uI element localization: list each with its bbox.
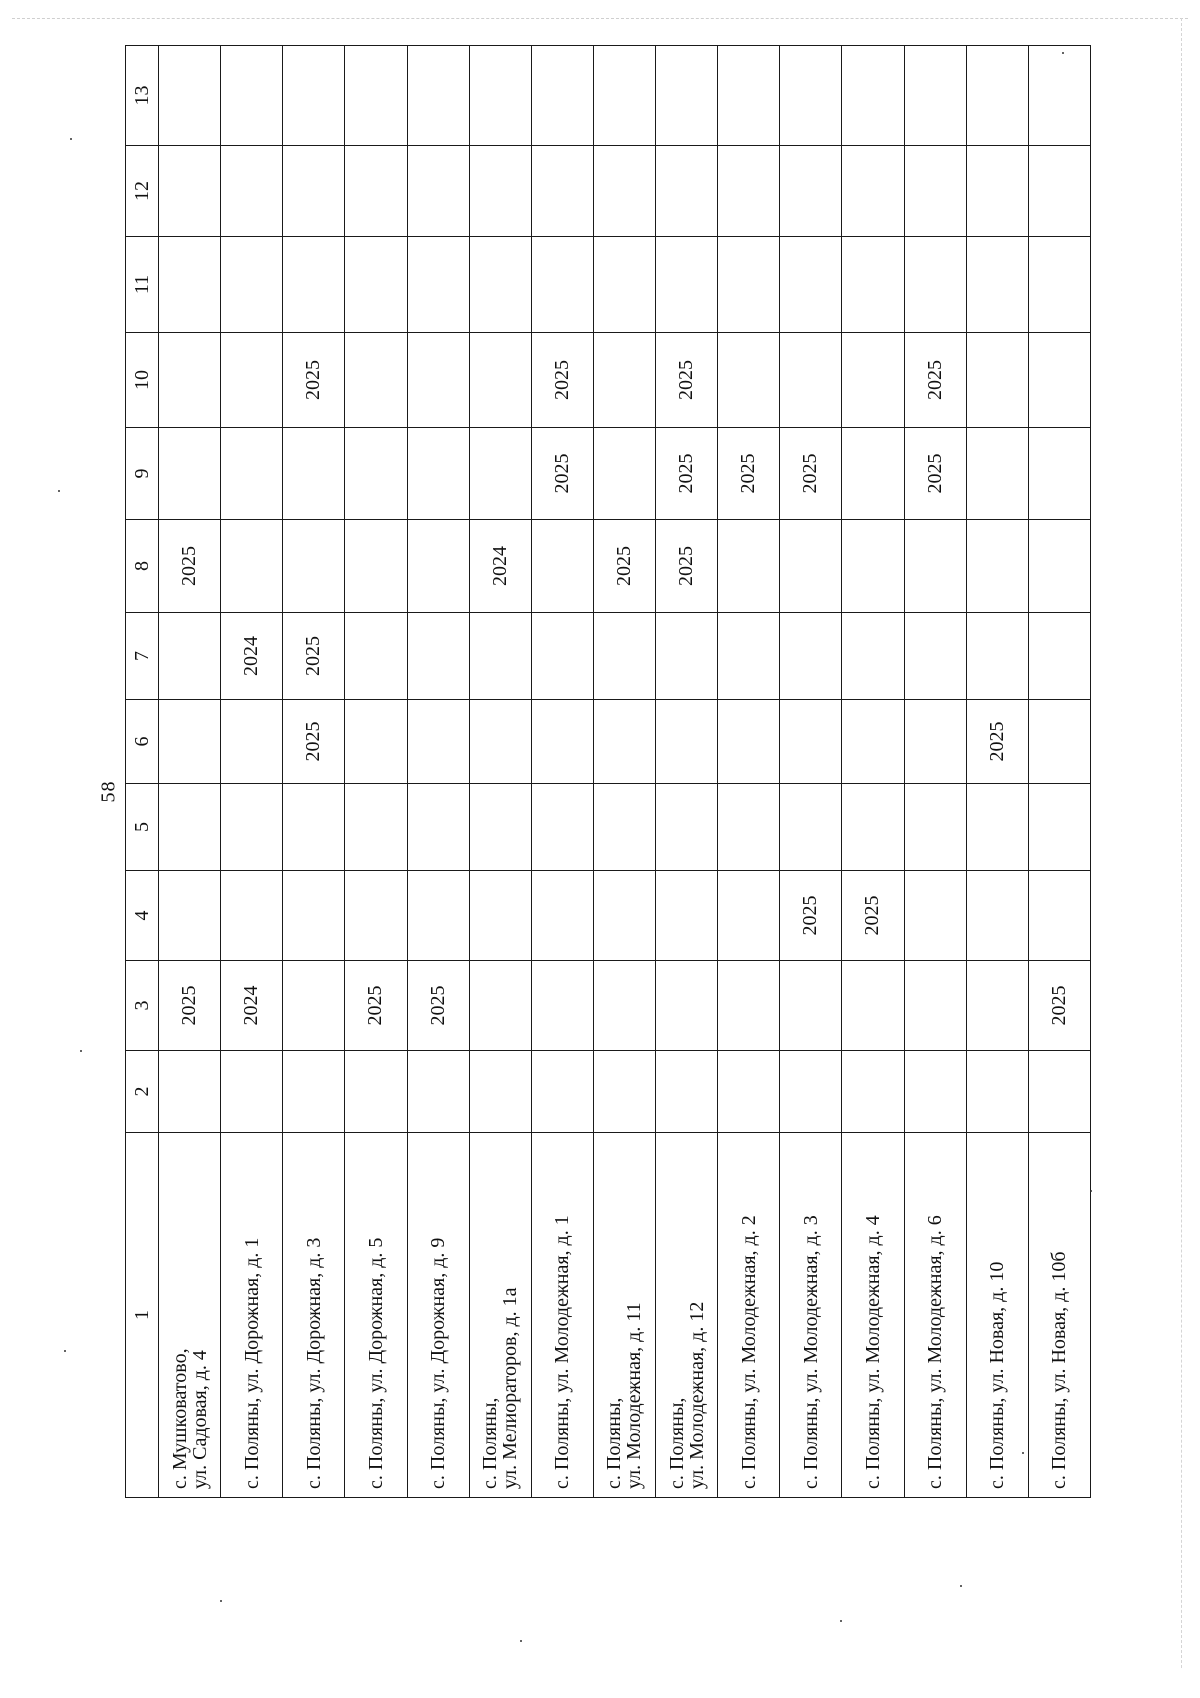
scan-speck — [1022, 1452, 1024, 1454]
address-cell — [283, 1133, 345, 1498]
page-number: 58 — [97, 780, 120, 803]
address-line: с. Поляны, ул. Новая, д. 10 — [986, 1261, 1009, 1489]
year-cell — [842, 961, 904, 1051]
year-cell — [1028, 46, 1090, 146]
year-cell — [842, 784, 904, 871]
year-cell — [407, 700, 469, 784]
table-row — [718, 46, 780, 1498]
year-cell — [593, 700, 655, 784]
year-cell — [780, 700, 842, 784]
year-cell — [283, 871, 345, 961]
address-line: с. Поляны, ул. Новая, д. 10б — [1048, 1251, 1071, 1489]
year-cell — [345, 613, 407, 700]
address-line: с. Поляны, ул. Молодежная, д. 2 — [737, 1215, 760, 1489]
schedule-table — [125, 45, 1091, 1498]
year-cell: 2025 — [656, 520, 718, 613]
year-cell — [780, 46, 842, 146]
address-line: ул. Молодежная, д. 11 — [623, 1302, 646, 1489]
year-cell — [531, 237, 593, 333]
address-line: с. Поляны, — [665, 1397, 688, 1489]
column-header: 8 — [126, 520, 159, 613]
year-cell — [469, 613, 531, 700]
year-cell — [221, 784, 283, 871]
column-header: 11 — [126, 237, 159, 333]
year-cell — [718, 871, 780, 961]
table-row — [1028, 46, 1090, 1498]
table-row — [842, 46, 904, 1498]
year-cell — [1028, 333, 1090, 428]
year-cell — [593, 46, 655, 146]
year-cell — [718, 784, 780, 871]
year-cell — [904, 46, 966, 146]
year-cell: 2025 — [531, 333, 593, 428]
year-cell — [593, 428, 655, 520]
column-header: 12 — [126, 146, 159, 237]
year-cell — [780, 520, 842, 613]
table-row — [780, 46, 842, 1498]
year-cell — [531, 613, 593, 700]
year-cell — [345, 520, 407, 613]
year-cell — [345, 146, 407, 237]
column-header: 4 — [126, 871, 159, 961]
year-cell — [345, 1051, 407, 1133]
year-cell — [407, 520, 469, 613]
column-header: 1 — [126, 1133, 159, 1498]
year-cell — [221, 871, 283, 961]
address-cell — [718, 1133, 780, 1498]
year-cell — [1028, 520, 1090, 613]
year-cell — [842, 146, 904, 237]
address-cell — [159, 1133, 221, 1498]
table-header-row — [126, 46, 159, 1498]
year-cell — [718, 333, 780, 428]
year-cell — [283, 520, 345, 613]
year-cell: 2025 — [1028, 961, 1090, 1051]
scan-speck — [64, 1350, 66, 1352]
year-cell — [656, 146, 718, 237]
year-cell — [345, 333, 407, 428]
year-cell — [531, 46, 593, 146]
year-cell: 2025 — [593, 520, 655, 613]
year-cell — [159, 428, 221, 520]
year-cell — [656, 46, 718, 146]
address-cell — [780, 1133, 842, 1498]
address-line: с. Поляны, ул. Молодежная, д. 6 — [924, 1215, 947, 1489]
year-cell — [407, 613, 469, 700]
year-cell — [718, 520, 780, 613]
year-cell — [904, 961, 966, 1051]
table-row — [469, 46, 531, 1498]
year-cell — [531, 871, 593, 961]
year-cell — [1028, 613, 1090, 700]
year-cell: 2025 — [780, 428, 842, 520]
year-cell: 2025 — [656, 333, 718, 428]
year-cell — [966, 961, 1028, 1051]
year-cell — [966, 613, 1028, 700]
year-cell — [842, 1051, 904, 1133]
table-row — [345, 46, 407, 1498]
year-cell: 2025 — [283, 613, 345, 700]
year-cell: 2025 — [159, 961, 221, 1051]
address-line: с. Поляны, — [603, 1397, 626, 1489]
year-cell — [904, 146, 966, 237]
year-cell: 2025 — [656, 428, 718, 520]
year-cell — [407, 146, 469, 237]
year-cell — [656, 700, 718, 784]
scan-speck — [80, 1050, 82, 1052]
year-cell: 2025 — [718, 428, 780, 520]
year-cell — [221, 428, 283, 520]
year-cell — [531, 784, 593, 871]
year-cell — [718, 46, 780, 146]
year-cell — [283, 961, 345, 1051]
year-cell — [407, 237, 469, 333]
year-cell — [221, 1051, 283, 1133]
address-cell — [1028, 1133, 1090, 1498]
year-cell — [656, 784, 718, 871]
address-cell — [904, 1133, 966, 1498]
year-cell — [1028, 146, 1090, 237]
year-cell — [531, 1051, 593, 1133]
year-cell: 2024 — [221, 613, 283, 700]
column-header: 6 — [126, 700, 159, 784]
year-cell — [904, 784, 966, 871]
year-cell — [221, 700, 283, 784]
scan-speck — [1090, 1190, 1092, 1192]
table-body — [159, 46, 1091, 1498]
year-cell: 2025 — [283, 700, 345, 784]
year-cell — [283, 46, 345, 146]
address-line: с. Поляны, ул. Дорожная, д. 1 — [240, 1237, 263, 1489]
year-cell — [842, 520, 904, 613]
year-cell — [780, 1051, 842, 1133]
year-cell — [656, 961, 718, 1051]
year-cell — [904, 871, 966, 961]
year-cell — [469, 428, 531, 520]
address-cell — [842, 1133, 904, 1498]
scan-speck — [520, 1640, 522, 1642]
year-cell — [469, 46, 531, 146]
year-cell — [407, 784, 469, 871]
year-cell — [966, 784, 1028, 871]
year-cell: 2025 — [842, 871, 904, 961]
year-cell — [1028, 237, 1090, 333]
year-cell — [345, 46, 407, 146]
year-cell — [531, 146, 593, 237]
year-cell: 2025 — [780, 871, 842, 961]
year-cell: 2025 — [904, 333, 966, 428]
scan-speck — [58, 490, 60, 492]
year-cell — [221, 46, 283, 146]
year-cell — [1028, 871, 1090, 961]
year-cell — [469, 333, 531, 428]
year-cell — [159, 700, 221, 784]
year-cell — [966, 520, 1028, 613]
table-row — [283, 46, 345, 1498]
year-cell: 2025 — [283, 333, 345, 428]
year-cell — [656, 237, 718, 333]
year-cell — [283, 428, 345, 520]
address-cell — [221, 1133, 283, 1498]
year-cell — [469, 146, 531, 237]
address-line: ул. Молодежная, д. 12 — [685, 1301, 708, 1489]
year-cell — [345, 700, 407, 784]
year-cell — [966, 428, 1028, 520]
year-cell — [593, 613, 655, 700]
address-line: ул. Мелиораторов, д. 1а — [499, 1287, 522, 1489]
address-cell — [345, 1133, 407, 1498]
year-cell — [842, 700, 904, 784]
year-cell — [407, 46, 469, 146]
table-row — [593, 46, 655, 1498]
year-cell — [283, 1051, 345, 1133]
address-line: ул. Садовая, д. 4 — [188, 1350, 211, 1489]
year-cell: 2025 — [407, 961, 469, 1051]
year-cell — [904, 1051, 966, 1133]
page-right-edge — [1181, 18, 1182, 1668]
year-cell — [966, 146, 1028, 237]
column-header: 2 — [126, 1051, 159, 1133]
year-cell — [159, 237, 221, 333]
column-header: 3 — [126, 961, 159, 1051]
year-cell — [718, 700, 780, 784]
year-cell — [842, 333, 904, 428]
address-line: с. Поляны, ул. Молодежная, д. 3 — [799, 1215, 822, 1489]
table-row — [407, 46, 469, 1498]
year-cell — [966, 333, 1028, 428]
column-header: 13 — [126, 46, 159, 146]
table-row — [221, 46, 283, 1498]
year-cell — [904, 237, 966, 333]
year-cell — [780, 333, 842, 428]
year-cell — [469, 237, 531, 333]
address-cell — [407, 1133, 469, 1498]
year-cell — [345, 428, 407, 520]
year-cell — [221, 333, 283, 428]
scan-speck — [840, 1620, 842, 1622]
year-cell — [159, 871, 221, 961]
year-cell — [842, 613, 904, 700]
year-cell — [593, 871, 655, 961]
year-cell: 2024 — [469, 520, 531, 613]
year-cell — [966, 237, 1028, 333]
table-row — [531, 46, 593, 1498]
year-cell — [966, 1051, 1028, 1133]
year-cell — [966, 871, 1028, 961]
table-row — [966, 46, 1028, 1498]
year-cell — [159, 613, 221, 700]
year-cell — [593, 1051, 655, 1133]
scan-speck — [70, 138, 72, 140]
year-cell — [593, 961, 655, 1051]
year-cell — [842, 237, 904, 333]
year-cell — [966, 46, 1028, 146]
year-cell — [221, 520, 283, 613]
year-cell — [159, 146, 221, 237]
address-cell — [469, 1133, 531, 1498]
year-cell — [407, 871, 469, 961]
column-header: 10 — [126, 333, 159, 428]
year-cell — [656, 613, 718, 700]
scan-speck — [960, 1585, 962, 1587]
year-cell — [159, 784, 221, 871]
year-cell — [469, 871, 531, 961]
column-header: 5 — [126, 784, 159, 871]
year-cell — [718, 1051, 780, 1133]
year-cell — [531, 961, 593, 1051]
year-cell — [593, 146, 655, 237]
year-cell — [656, 871, 718, 961]
address-line: с. Поляны, ул. Молодежная, д. 1 — [551, 1215, 574, 1489]
year-cell — [407, 428, 469, 520]
year-cell — [283, 784, 345, 871]
address-line: с. Поляны, ул. Дорожная, д. 9 — [427, 1237, 450, 1489]
address-cell — [593, 1133, 655, 1498]
year-cell — [345, 237, 407, 333]
year-cell — [1028, 700, 1090, 784]
year-cell: 2025 — [904, 428, 966, 520]
year-cell: 2025 — [345, 961, 407, 1051]
year-cell — [842, 428, 904, 520]
year-cell: 2025 — [159, 520, 221, 613]
year-cell: 2025 — [531, 428, 593, 520]
column-header: 9 — [126, 428, 159, 520]
address-line: с. Поляны, — [479, 1397, 502, 1489]
year-cell — [904, 700, 966, 784]
year-cell — [345, 871, 407, 961]
year-cell — [159, 333, 221, 428]
address-line: с. Мушковатово, — [168, 1348, 191, 1489]
year-cell — [904, 520, 966, 613]
year-cell — [469, 1051, 531, 1133]
year-cell — [1028, 1051, 1090, 1133]
year-cell — [1028, 784, 1090, 871]
year-cell — [221, 146, 283, 237]
address-line: с. Поляны, ул. Дорожная, д. 5 — [364, 1237, 387, 1489]
year-cell — [593, 333, 655, 428]
rotated-table-container — [125, 46, 1091, 1498]
year-cell — [221, 237, 283, 333]
scan-speck — [1062, 52, 1064, 54]
address-cell — [966, 1133, 1028, 1498]
table-row — [159, 46, 221, 1498]
year-cell — [718, 613, 780, 700]
year-cell — [718, 237, 780, 333]
year-cell — [469, 700, 531, 784]
year-cell — [780, 613, 842, 700]
year-cell — [283, 146, 345, 237]
year-cell — [345, 784, 407, 871]
year-cell — [780, 146, 842, 237]
address-cell — [656, 1133, 718, 1498]
year-cell — [656, 1051, 718, 1133]
year-cell: 2024 — [221, 961, 283, 1051]
scan-speck — [220, 1600, 222, 1602]
year-cell — [780, 784, 842, 871]
year-cell — [593, 784, 655, 871]
year-cell — [407, 1051, 469, 1133]
year-cell — [159, 1051, 221, 1133]
column-header: 7 — [126, 613, 159, 700]
table-row — [656, 46, 718, 1498]
year-cell — [407, 333, 469, 428]
year-cell — [531, 520, 593, 613]
table-row — [904, 46, 966, 1498]
address-cell — [531, 1133, 593, 1498]
year-cell — [780, 237, 842, 333]
year-cell — [780, 961, 842, 1051]
year-cell — [159, 46, 221, 146]
year-cell: 2025 — [966, 700, 1028, 784]
address-line: с. Поляны, ул. Молодежная, д. 4 — [861, 1215, 884, 1489]
year-cell — [718, 146, 780, 237]
year-cell — [283, 237, 345, 333]
year-cell — [531, 700, 593, 784]
year-cell — [469, 784, 531, 871]
year-cell — [718, 961, 780, 1051]
year-cell — [1028, 428, 1090, 520]
year-cell — [904, 613, 966, 700]
year-cell — [469, 961, 531, 1051]
address-line: с. Поляны, ул. Дорожная, д. 3 — [302, 1237, 325, 1489]
page-top-edge — [12, 18, 1188, 19]
year-cell — [842, 46, 904, 146]
year-cell — [593, 237, 655, 333]
